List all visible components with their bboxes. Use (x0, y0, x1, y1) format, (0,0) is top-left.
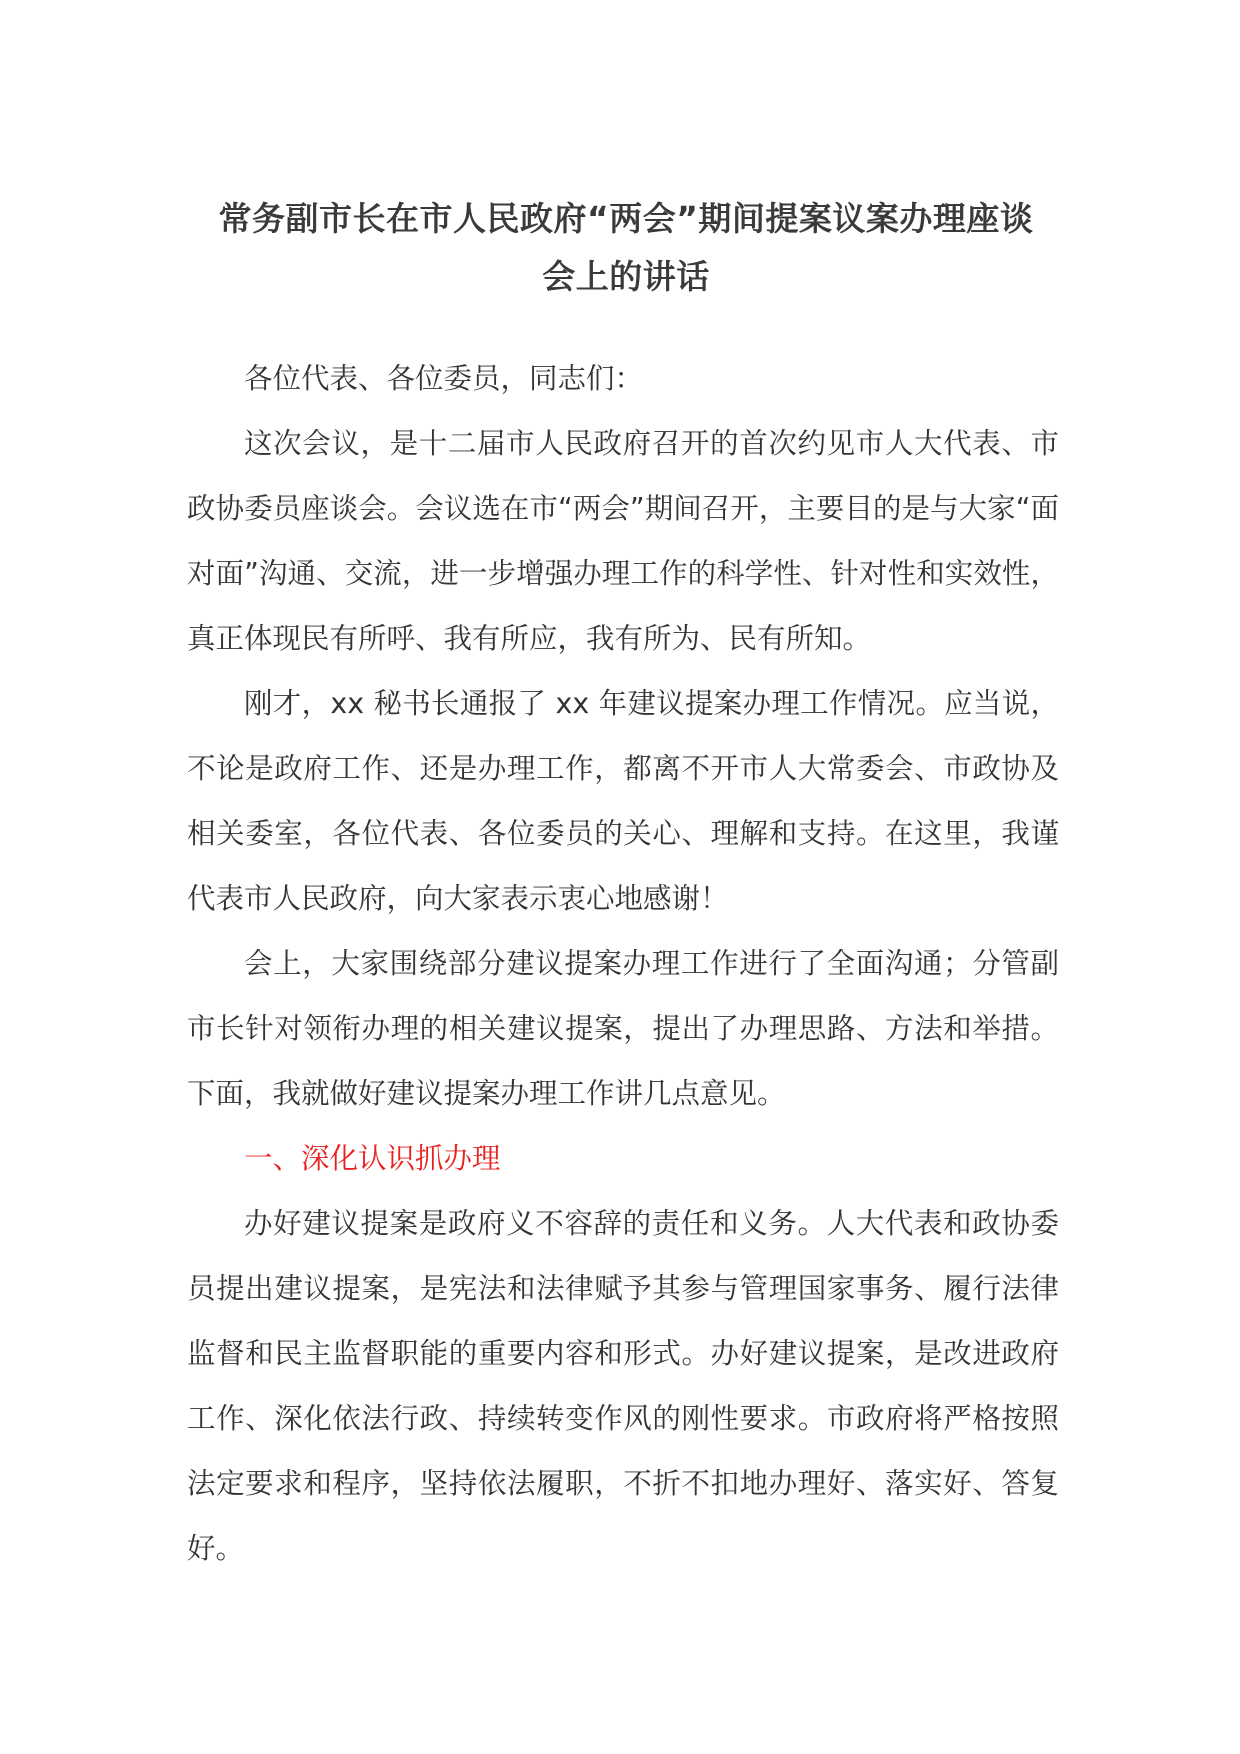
section-paragraph: 办好建议提案是政府义不容辞的责任和义务。人大代表和政协委员提出建议提案，是宪法和法律赋予其参与管理国家事务、履行法律监督和民主监督职能的重要内容和形式。办好建议提案，是改进政府工作、深化依法行政、持续转变作风的刚性要求。市政府将严格按照法定要求和程序，坚持依法履职，不折不扣地办理好、落实好、答复好。 (187, 1207, 1059, 1565)
salutation: 各位代表、各位委员，同志们： (244, 362, 644, 395)
document-title (186, 190, 1066, 306)
document-body (187, 346, 1059, 1581)
paragraph-1: 这次会议，是十二届市人民政府召开的首次约见市人大代表、市政协委员座谈会。会议选在市“两会”期间召开，主要目的是与大家“面对面”沟通、交流，进一步增强办理工作的科学性、针对性和实效性，真正体现民有所呼、我有所应，我有所为、民有所知。 (187, 427, 1060, 655)
title-line-1: 常务副市长在市人民政府“两会”期间提案议案办理座谈 (218, 199, 1034, 238)
paragraph-3: 会上，大家围绕部分建议提案办理工作进行了全面沟通；分管副市长针对领衔办理的相关建议提案，提出了办理思路、方法和举措。下面，我就做好建议提案办理工作讲几点意见。 (187, 947, 1059, 1110)
paragraph-2: 刚才，xx 秘书长通报了 xx 年建议提案办理工作情况。应当说，不论是政府工作、还是办理工作，都离不开市人大常委会、市政协及相关委室，各位代表、各位委员的关心、理解和支持。在这里，我谨代表市人民政府，向大家表示衷心地感谢！ (187, 687, 1059, 915)
title-line-2: 会上的讲话 (542, 257, 710, 296)
section-heading: 一、深化认识抓办理 (244, 1142, 501, 1175)
